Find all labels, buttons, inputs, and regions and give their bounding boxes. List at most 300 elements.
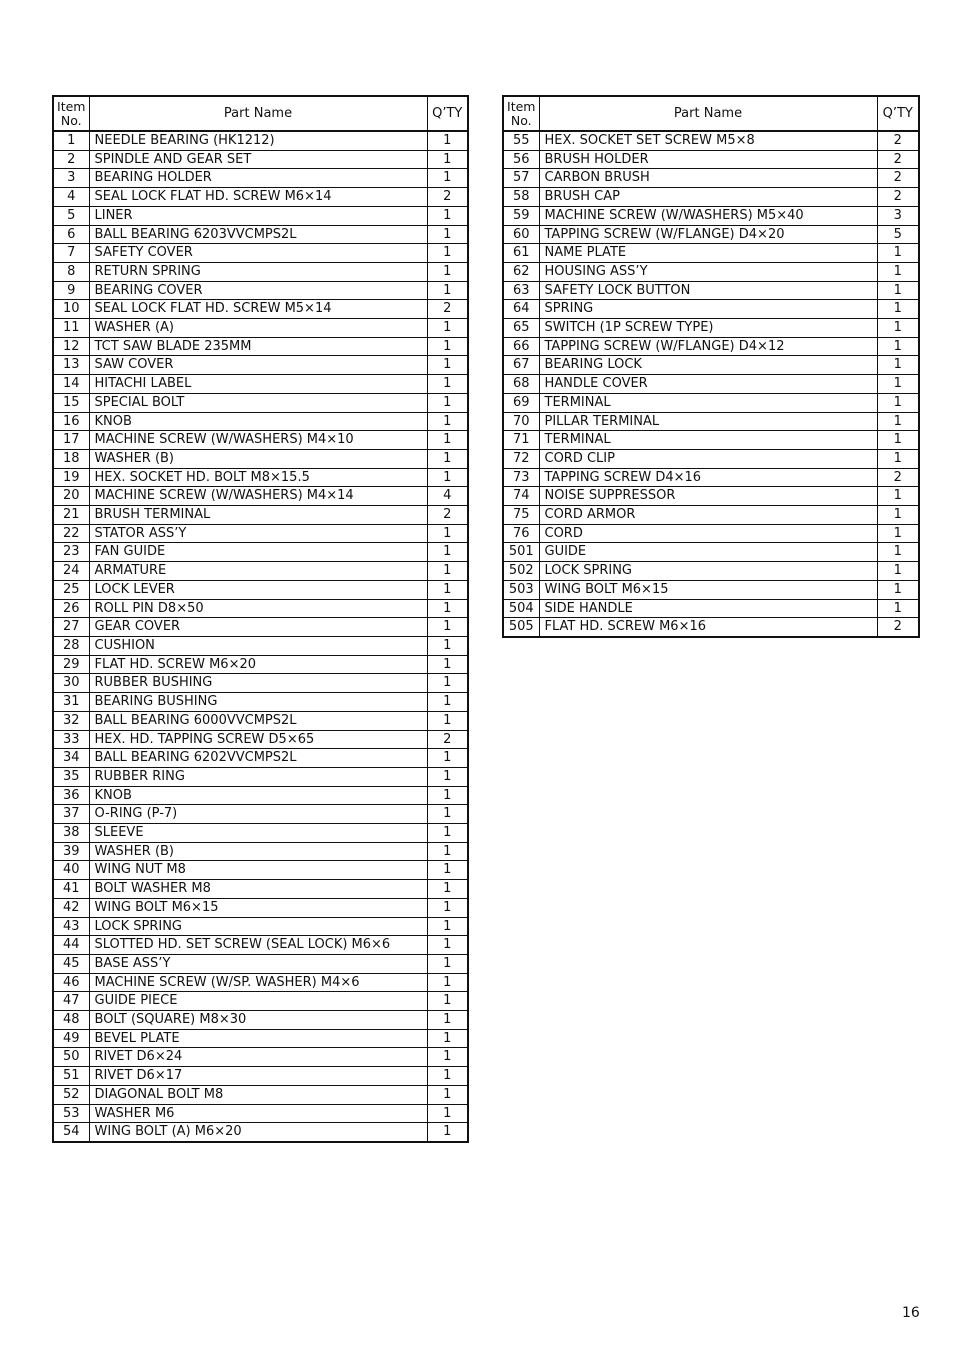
item-number: 28 [53,636,89,655]
part-name: TAPPING SCREW D4×16 [539,468,877,487]
part-name: BEARING LOCK [539,356,877,375]
table-row [503,150,919,169]
table-row [53,356,468,375]
item-number: 16 [53,412,89,431]
table-header-row [53,96,468,131]
table-row [53,1067,468,1086]
quantity: 1 [427,1029,468,1048]
quantity: 1 [427,206,468,225]
part-name: WING BOLT M6×15 [89,898,427,917]
quantity: 1 [427,767,468,786]
item-number: 501 [503,543,539,562]
table-row [53,917,468,936]
part-name: STATOR ASS’Y [89,524,427,543]
quantity: 1 [877,506,919,525]
quantity: 1 [427,375,468,394]
item-number: 27 [53,618,89,637]
part-name: FAN GUIDE [89,543,427,562]
item-number: 59 [503,206,539,225]
quantity: 1 [427,917,468,936]
table-row [503,356,919,375]
table-row [53,973,468,992]
item-number: 76 [503,524,539,543]
quantity: 1 [427,992,468,1011]
part-name: WING BOLT (A) M6×20 [89,1123,427,1142]
part-name: KNOB [89,786,427,805]
table-row [53,636,468,655]
part-name: NEEDLE BEARING (HK1212) [89,131,427,150]
item-number: 62 [503,262,539,281]
item-number: 47 [53,992,89,1011]
part-name: BEARING BUSHING [89,693,427,712]
item-number: 20 [53,487,89,506]
table-row [53,618,468,637]
table-row [53,730,468,749]
item-number: 35 [53,767,89,786]
part-name: BALL BEARING 6000VVCMPS2L [89,711,427,730]
part-name: SAFETY LOCK BUTTON [539,281,877,300]
table-row [53,524,468,543]
part-name: BOLT WASHER M8 [89,880,427,899]
part-name: RIVET D6×17 [89,1067,427,1086]
quantity: 2 [877,150,919,169]
item-number: 1 [53,131,89,150]
item-number: 504 [503,599,539,618]
part-name: WASHER (B) [89,842,427,861]
item-number: 505 [503,618,539,637]
table-row [53,861,468,880]
item-number: 7 [53,244,89,263]
table-row [503,319,919,338]
item-number: 17 [53,431,89,450]
part-name: BRUSH TERMINAL [89,506,427,525]
item-number: 64 [503,300,539,319]
part-name: KNOB [89,412,427,431]
part-name: NOISE SUPPRESSOR [539,487,877,506]
quantity: 1 [427,524,468,543]
part-name: RIVET D6×24 [89,1048,427,1067]
item-number: 57 [503,169,539,188]
quantity: 1 [427,954,468,973]
item-number: 14 [53,375,89,394]
item-number: 23 [53,543,89,562]
quantity: 1 [427,169,468,188]
table-row [503,188,919,207]
table-row [53,206,468,225]
part-name: TAPPING SCREW (W/FLANGE) D4×20 [539,225,877,244]
part-name: CARBON BRUSH [539,169,877,188]
table-row [503,562,919,581]
quantity: 1 [427,936,468,955]
table-row [503,281,919,300]
quantity: 1 [427,319,468,338]
item-number: 38 [53,824,89,843]
table-row [53,1104,468,1123]
part-name: NAME PLATE [539,244,877,263]
item-number: 41 [53,880,89,899]
part-name: SPRING [539,300,877,319]
quantity: 1 [427,636,468,655]
part-name: MACHINE SCREW (W/WASHERS) M5×40 [539,206,877,225]
item-number: 71 [503,431,539,450]
quantity: 1 [877,300,919,319]
table-row [503,468,919,487]
item-number: 13 [53,356,89,375]
quantity: 1 [877,562,919,581]
table-row [53,898,468,917]
part-name: SLEEVE [89,824,427,843]
item-number: 29 [53,655,89,674]
item-number: 10 [53,300,89,319]
part-name: TERMINAL [539,431,877,450]
item-number: 2 [53,150,89,169]
table-row [53,1029,468,1048]
quantity: 1 [877,337,919,356]
item-number: 11 [53,319,89,338]
table-row [53,169,468,188]
item-number: 3 [53,169,89,188]
table-row [53,1123,468,1142]
part-name: BOLT (SQUARE) M8×30 [89,1011,427,1030]
item-number: 70 [503,412,539,431]
table-row [53,674,468,693]
table-row [53,281,468,300]
table-row [53,506,468,525]
item-number: 56 [503,150,539,169]
table-row [53,711,468,730]
table-row [53,954,468,973]
part-name: SLOTTED HD. SET SCREW (SEAL LOCK) M6×6 [89,936,427,955]
item-number: 36 [53,786,89,805]
quantity: 1 [427,1011,468,1030]
item-number: 63 [503,281,539,300]
table-row [53,188,468,207]
part-name: TERMINAL [539,393,877,412]
item-number: 22 [53,524,89,543]
table-row [503,580,919,599]
part-name: BRUSH CAP [539,188,877,207]
table-row [53,300,468,319]
part-name: FLAT HD. SCREW M6×20 [89,655,427,674]
table-row [53,131,468,150]
table-row [503,618,919,637]
item-number: 19 [53,468,89,487]
item-number: 30 [53,674,89,693]
table-row [53,936,468,955]
item-number: 48 [53,1011,89,1030]
quantity: 2 [877,169,919,188]
quantity: 1 [427,1067,468,1086]
table-row [53,1011,468,1030]
part-name: TAPPING SCREW (W/FLANGE) D4×12 [539,337,877,356]
item-number: 61 [503,244,539,263]
quantity: 1 [877,262,919,281]
table-row [53,1048,468,1067]
item-number: 15 [53,393,89,412]
quantity: 1 [877,412,919,431]
part-name: SEAL LOCK FLAT HD. SCREW M6×14 [89,188,427,207]
table-row [503,337,919,356]
part-name: SAW COVER [89,356,427,375]
item-number: 25 [53,580,89,599]
quantity: 1 [877,487,919,506]
item-number: 4 [53,188,89,207]
table-row [503,300,919,319]
part-name: WASHER (B) [89,449,427,468]
qty-header: Q’TY [877,96,919,131]
quantity: 2 [427,300,468,319]
quantity: 1 [427,412,468,431]
part-name: BEARING HOLDER [89,169,427,188]
quantity: 1 [427,861,468,880]
part-name: CORD CLIP [539,449,877,468]
table-row [53,375,468,394]
quantity: 5 [877,225,919,244]
quantity: 1 [427,225,468,244]
part-name: BASE ASS’Y [89,954,427,973]
table-row [503,599,919,618]
quantity: 3 [877,206,919,225]
quantity: 1 [427,244,468,263]
item-number: 32 [53,711,89,730]
quantity: 1 [877,543,919,562]
table-row [53,449,468,468]
table-row [503,262,919,281]
quantity: 1 [427,281,468,300]
part-name: SPINDLE AND GEAR SET [89,150,427,169]
table-row [53,580,468,599]
part-name: RUBBER RING [89,767,427,786]
item-number: 55 [503,131,539,150]
item-number: 51 [53,1067,89,1086]
part-name: O-RING (P-7) [89,805,427,824]
quantity: 1 [427,468,468,487]
item-number: 45 [53,954,89,973]
part-name: CUSHION [89,636,427,655]
part-name: BEARING COVER [89,281,427,300]
item-no-header: Item No. [53,96,89,131]
item-number: 6 [53,225,89,244]
table-row [53,393,468,412]
quantity: 1 [427,711,468,730]
item-no-header: Item No. [503,96,539,131]
part-name: FLAT HD. SCREW M6×16 [539,618,877,637]
part-name: WASHER M6 [89,1104,427,1123]
quantity: 1 [427,449,468,468]
item-number: 66 [503,337,539,356]
quantity: 1 [427,618,468,637]
item-number: 53 [53,1104,89,1123]
parts-table-right [502,95,920,638]
quantity: 1 [427,880,468,899]
item-number: 73 [503,468,539,487]
item-number: 43 [53,917,89,936]
quantity: 2 [877,131,919,150]
part-name: BALL BEARING 6202VVCMPS2L [89,749,427,768]
item-number: 68 [503,375,539,394]
part-name: HITACHI LABEL [89,375,427,394]
quantity: 1 [427,262,468,281]
quantity: 1 [427,898,468,917]
quantity: 1 [877,319,919,338]
quantity: 1 [427,1104,468,1123]
item-number: 37 [53,805,89,824]
quantity: 1 [427,337,468,356]
item-number: 9 [53,281,89,300]
parts-table-left [52,95,469,1143]
part-name: LINER [89,206,427,225]
part-name: WING BOLT M6×15 [539,580,877,599]
quantity: 1 [877,580,919,599]
item-number: 26 [53,599,89,618]
table-row [53,599,468,618]
table-row [53,431,468,450]
part-name-header: Part Name [89,96,427,131]
quantity: 1 [427,749,468,768]
part-name: MACHINE SCREW (W/SP. WASHER) M4×6 [89,973,427,992]
part-name: GEAR COVER [89,618,427,637]
qty-header: Q’TY [427,96,468,131]
part-name: SEAL LOCK FLAT HD. SCREW M5×14 [89,300,427,319]
quantity: 1 [427,805,468,824]
item-number: 54 [53,1123,89,1142]
part-name: SAFETY COVER [89,244,427,263]
quantity: 1 [427,543,468,562]
table-row [503,412,919,431]
quantity: 1 [427,824,468,843]
item-number: 18 [53,449,89,468]
page-number: 16 [902,1305,920,1321]
part-name: HEX. SOCKET HD. BOLT M8×15.5 [89,468,427,487]
table-row [53,412,468,431]
table-row [53,655,468,674]
item-number: 69 [503,393,539,412]
item-number: 24 [53,562,89,581]
part-name: HANDLE COVER [539,375,877,394]
quantity: 1 [877,356,919,375]
quantity: 1 [427,655,468,674]
table-row [503,431,919,450]
quantity: 1 [427,393,468,412]
quantity: 1 [427,562,468,581]
item-number: 12 [53,337,89,356]
quantity: 1 [427,842,468,861]
quantity: 4 [427,487,468,506]
quantity: 1 [427,674,468,693]
quantity: 1 [427,599,468,618]
quantity: 1 [877,431,919,450]
item-number: 503 [503,580,539,599]
part-name: MACHINE SCREW (W/WASHERS) M4×14 [89,487,427,506]
part-name: HEX. HD. TAPPING SCREW D5×65 [89,730,427,749]
part-name: RUBBER BUSHING [89,674,427,693]
part-name: HOUSING ASS’Y [539,262,877,281]
table-row [53,319,468,338]
table-row [53,992,468,1011]
part-name: SWITCH (1P SCREW TYPE) [539,319,877,338]
table-row [503,169,919,188]
item-number: 40 [53,861,89,880]
quantity: 2 [877,618,919,637]
quantity: 1 [877,393,919,412]
table-row [53,225,468,244]
item-number: 72 [503,449,539,468]
part-name: LOCK LEVER [89,580,427,599]
quantity: 1 [427,1085,468,1104]
quantity: 1 [427,693,468,712]
part-name: BRUSH HOLDER [539,150,877,169]
table-row [503,543,919,562]
table-row [503,506,919,525]
quantity: 1 [427,973,468,992]
table-row [503,375,919,394]
quantity: 2 [877,468,919,487]
item-number: 58 [503,188,539,207]
part-name: SIDE HANDLE [539,599,877,618]
part-name-header: Part Name [539,96,877,131]
table-row [53,767,468,786]
quantity: 1 [877,281,919,300]
part-name: GUIDE PIECE [89,992,427,1011]
part-name: PILLAR TERMINAL [539,412,877,431]
part-name: BEVEL PLATE [89,1029,427,1048]
table-row [503,449,919,468]
item-number: 49 [53,1029,89,1048]
table-row [53,150,468,169]
item-number: 60 [503,225,539,244]
item-number: 5 [53,206,89,225]
part-name: TCT SAW BLADE 235MM [89,337,427,356]
quantity: 2 [427,730,468,749]
table-row [503,524,919,543]
table-row [53,1085,468,1104]
quantity: 2 [877,188,919,207]
part-name: WING NUT M8 [89,861,427,880]
quantity: 1 [427,356,468,375]
quantity: 1 [877,449,919,468]
quantity: 2 [427,506,468,525]
table-row [53,543,468,562]
part-name: RETURN SPRING [89,262,427,281]
item-number: 21 [53,506,89,525]
table-row [53,749,468,768]
item-number: 67 [503,356,539,375]
quantity: 2 [427,188,468,207]
table-row [53,693,468,712]
part-name: ARMATURE [89,562,427,581]
table-row [503,225,919,244]
table-header-row [503,96,919,131]
quantity: 1 [427,131,468,150]
quantity: 1 [877,524,919,543]
table-row [53,468,468,487]
quantity: 1 [427,150,468,169]
table-row [53,824,468,843]
part-name: DIAGONAL BOLT M8 [89,1085,427,1104]
table-row [53,487,468,506]
table-row [53,244,468,263]
item-number: 75 [503,506,539,525]
table-row [503,244,919,263]
quantity: 1 [427,431,468,450]
table-row [53,842,468,861]
table-row [53,805,468,824]
quantity: 1 [427,1123,468,1142]
part-name: BALL BEARING 6203VVCMPS2L [89,225,427,244]
item-number: 46 [53,973,89,992]
part-name: HEX. SOCKET SET SCREW M5×8 [539,131,877,150]
item-number: 42 [53,898,89,917]
